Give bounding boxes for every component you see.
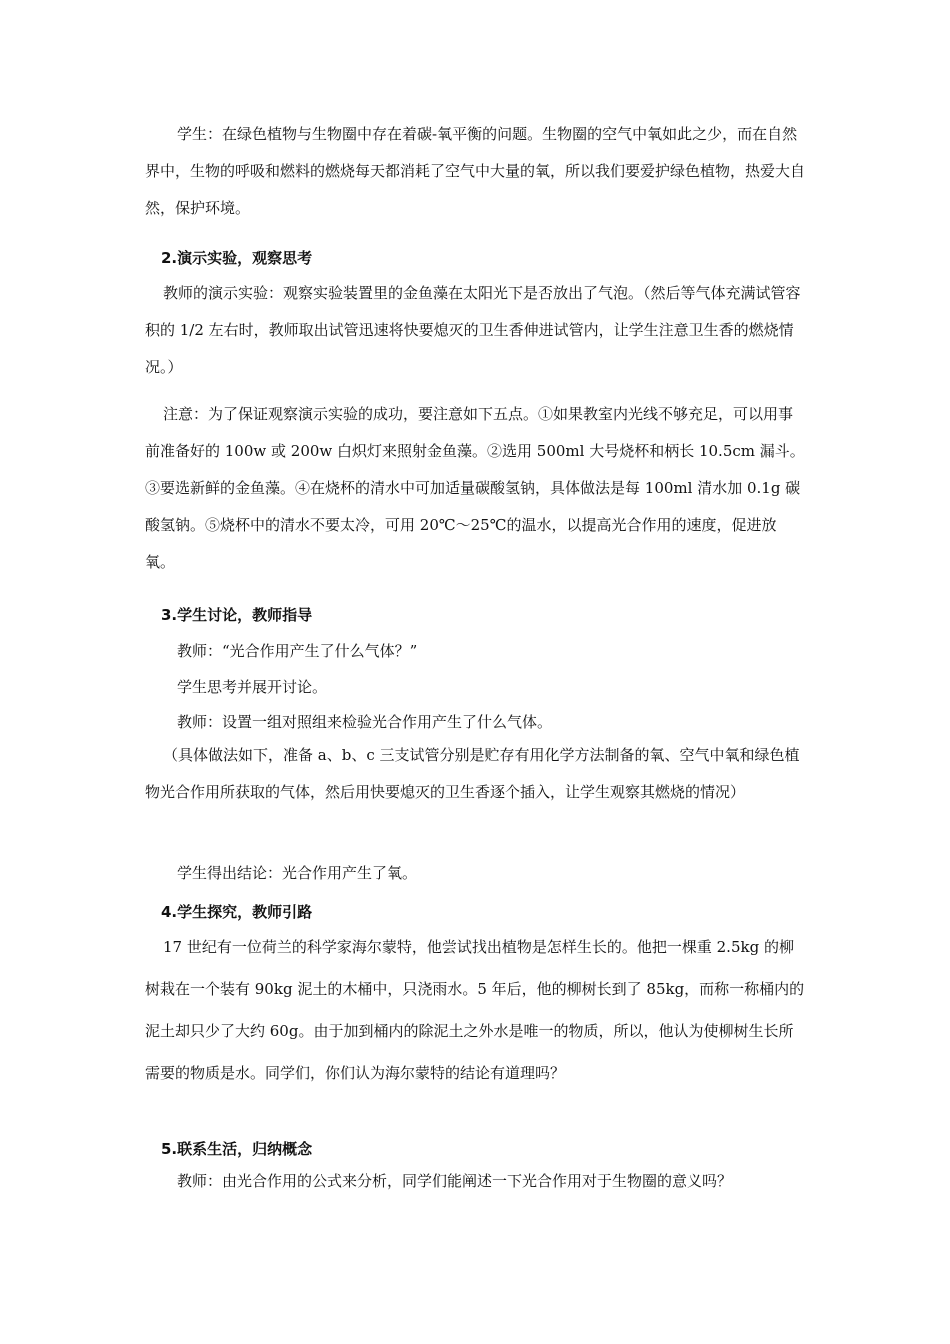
section-heading-4: 4.学生探究，教师引路 xyxy=(161,903,313,921)
teacher-control-group: 教师：设置一组对照组来检验光合作用产生了什么气体。 xyxy=(177,713,553,731)
student-conclusion: 学生得出结论：光合作用产生了氧。 xyxy=(177,864,418,882)
paragraph-student-carbon-oxygen: 学生：在绿色植物与生物圈中存在着碳-氧平衡的问题。生物圈的空气中氧如此之少，而在自然界中，生物的呼吸和燃料的燃烧每天都消耗了空气中大量的氧，所以我们要爱护绿色植物，热爱大自然，保护环境。 xyxy=(145,125,806,217)
paragraph-helmont: 17 世纪有一位荷兰的科学家海尔蒙特，他尝试找出植物是怎样生长的。他把一棵重 2.5kg 的柳树栽在一个装有 90kg 泥土的木桶中，只浇雨水。5 年后，他的柳树长到了 85kg，而称一称桶内的泥土却只少了大约 60g。由于加到桶内的除泥土之外水是唯一的物质，所以，他认为使柳树生长所需要的物质是水。同学们，你们认为海尔蒙特的结论有道理吗？ xyxy=(145,938,805,1082)
paragraph-notes: 注意：为了保证观察演示实验的成功，要注意如下五点。①如果教室内光线不够充足，可以用事前准备好的 100w 或 200w 白炽灯来照射金鱼藻。②选用 500ml 大号烧杯和柄长 10.5cm 漏斗。③要选新鲜的金鱼藻。④在烧杯的清水中可加适量碳酸氢钠，具体做法是每 100ml 清水加 0.1g 碳酸氢钠。⑤烧杯中的清水不要太冷，可用 20℃～25℃的温水，以提高光合作用的速度，促进放氧。 xyxy=(145,405,805,571)
teacher-significance-question: 教师：由光合作用的公式来分析，同学们能阐述一下光合作用对于生物圈的意义吗？ xyxy=(177,1172,733,1190)
paragraph-method: （具体做法如下，准备 a、b、c 三支试管分别是贮存有用化学方法制备的氧、空气中氧和绿色植物光合作用所获取的气体，然后用快要熄灭的卫生香逐个插入，让学生观察其燃烧的情况） xyxy=(145,746,800,801)
paragraph-demo-experiment: 教师的演示实验：观察实验装置里的金鱼藻在太阳光下是否放出了气泡。（然后等气体充满试管容积的 1/2 左右时，教师取出试管迅速将快要熄灭的卫生香伸进试管内，让学生注意卫生香的燃烧情况。） xyxy=(145,284,801,376)
section-heading-5: 5.联系生活，归纳概念 xyxy=(161,1140,313,1158)
section-heading-3: 3.学生讨论，教师指导 xyxy=(161,606,313,624)
student-discussion: 学生思考并展开讨论。 xyxy=(177,678,328,696)
teacher-question: 教师：“光合作用产生了什么气体？” xyxy=(177,642,418,660)
section-heading-2: 2.演示实验，观察思考 xyxy=(161,249,313,267)
